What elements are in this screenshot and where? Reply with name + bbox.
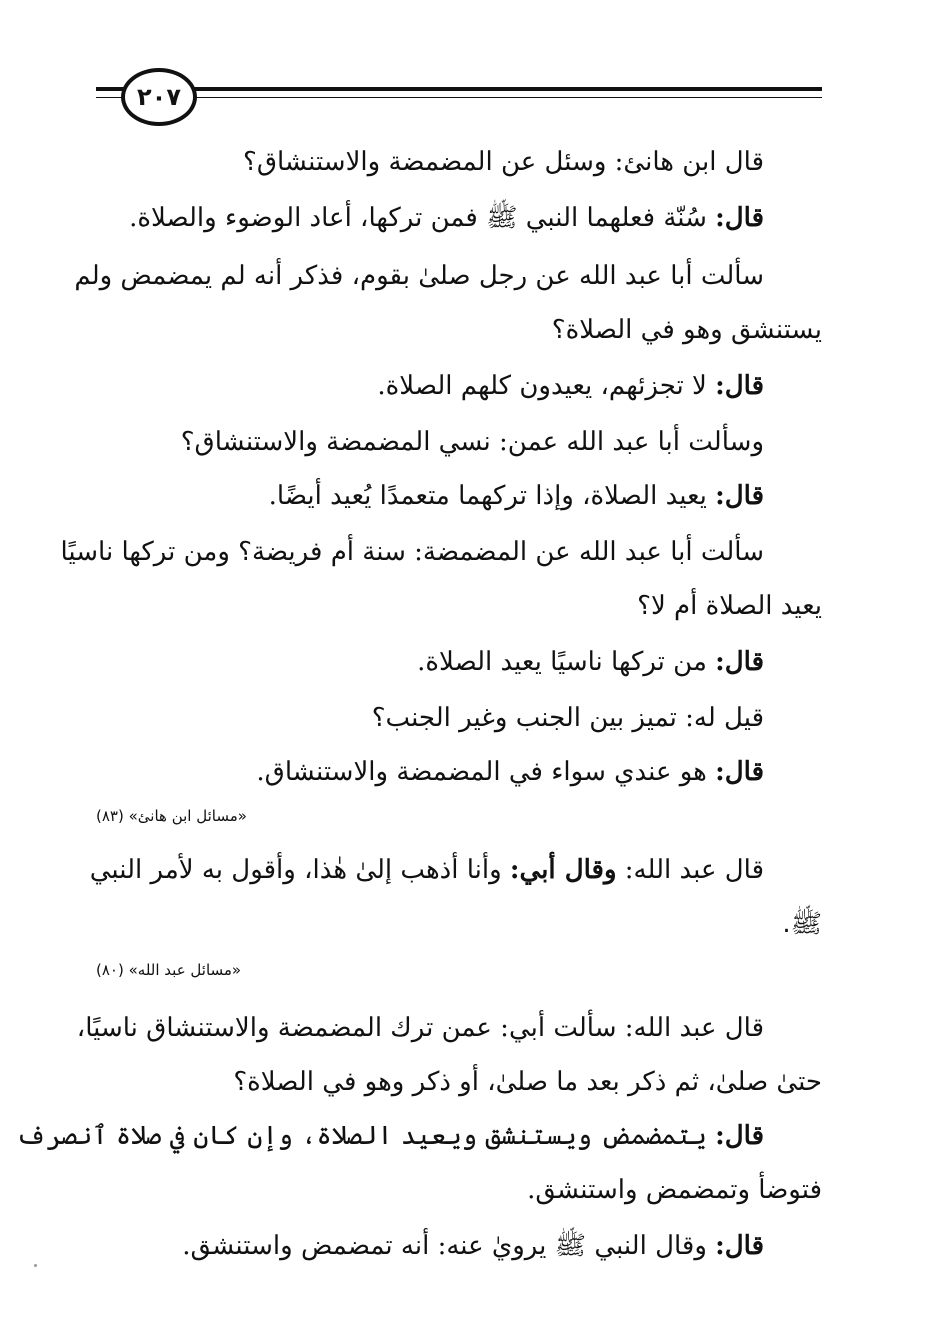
paragraph-12-line-1 (76, 1006, 822, 1050)
header-rule-thin (96, 97, 822, 98)
paragraph-8 (96, 640, 822, 684)
paragraph-text: سألت أبا عبد الله عن رجل صلىٰ بقوم، فذكر أنه لم يمضمض ولم (74, 261, 764, 291)
speaker-label: قال: (715, 1121, 764, 1151)
paragraph-1 (96, 140, 822, 184)
paragraph-text: يتمضمض ويستنشق ويعيد الصلاة، وإن كان في صلاة ٱنصرف (16, 1121, 716, 1151)
paragraph-11-line-2 (96, 902, 822, 946)
speaker-label: قال: (715, 203, 764, 233)
paragraph-text: وقال النبي ﷺ يرويٰ عنه: أنه تمضمض واستنشق. (182, 1231, 716, 1261)
paragraph-text: قال عبد الله: سألت أبي: عمن ترك المضمضة والاستنشاق ناسيًا، (76, 1013, 764, 1043)
scan-speck (34, 1264, 37, 1267)
source-reference: «مسائل عبد الله» (٨٠) (96, 961, 242, 979)
paragraph-7-line-2 (96, 584, 822, 628)
paragraph-text: وأنا أذهب إلىٰ هٰذا، وأقول به لأمر النبي (89, 855, 510, 885)
paragraph-12-line-2 (96, 1060, 822, 1104)
source-reference: «مسائل ابن هانئ» (٨٣) (96, 807, 247, 825)
paragraph-text: من تركها ناسيًا يعيد الصلاة. (417, 647, 716, 677)
paragraph-3-line-2 (96, 308, 822, 352)
paragraph-text: وسألت أبا عبد الله عمن: نسي المضمضة والاستنشاق؟ (180, 427, 764, 457)
paragraph-text: هو عندي سواء في المضمضة والاستنشاق. (256, 757, 716, 787)
paragraph-13-line-2 (96, 1168, 822, 1212)
header-rule-thick (96, 87, 822, 91)
paragraph-5 (96, 420, 822, 464)
paragraph-text: لا تجزئهم، يعيدون كلهم الصلاة. (377, 371, 716, 401)
page-number-badge (121, 68, 197, 126)
paragraph-text: سُنّة فعلهما النبي ﷺ فمن تركها، أعاد الوضوء والصلاة. (129, 203, 716, 233)
paragraph-4 (96, 364, 822, 408)
paragraph-text: قيل له: تميز بين الجنب وغير الجنب؟ (371, 703, 764, 733)
paragraph-prefix: قال عبد الله: (616, 855, 764, 885)
paragraph-text: حتىٰ صلىٰ، ثم ذكر بعد ما صلىٰ، أو ذكر وهو في الصلاة؟ (233, 1067, 822, 1097)
speaker-label: قال: (715, 1231, 764, 1261)
paragraph-13-line-1 (16, 1114, 822, 1158)
paragraph-3-line-1 (74, 254, 822, 298)
paragraph-text: يستنشق وهو في الصلاة؟ (551, 315, 822, 345)
paragraph-text: قال ابن هانئ: وسئل عن المضمضة والاستنشاق؟ (243, 147, 764, 177)
paragraph-9 (96, 696, 822, 740)
speaker-label: قال: (715, 647, 764, 677)
paragraph-14 (96, 1224, 822, 1268)
salawat-glyph: ﷺ. (782, 909, 822, 939)
speaker-label: قال: (715, 757, 764, 787)
page-body (16, 140, 822, 1280)
paragraph-11-line-1 (89, 848, 822, 892)
speaker-label: وقال أبي: (509, 855, 617, 885)
page-number: ٢٠٧ (137, 83, 181, 111)
paragraph-text: فتوضأ وتمضمض واستنشق. (527, 1175, 822, 1205)
paragraph-7-line-1 (60, 530, 822, 574)
paragraph-text: يعيد الصلاة أم لا؟ (637, 591, 822, 621)
paragraph-text: يعيد الصلاة، وإذا تركهما متعمدًا يُعيد أيضًا. (268, 481, 716, 511)
paragraph-text: سألت أبا عبد الله عن المضمضة: سنة أم فريضة؟ ومن تركها ناسيًا (60, 537, 764, 567)
speaker-label: قال: (715, 371, 764, 401)
page-header (96, 60, 822, 132)
paragraph-10 (96, 750, 822, 794)
paragraph-6 (96, 474, 822, 518)
paragraph-2 (96, 196, 822, 240)
speaker-label: قال: (715, 481, 764, 511)
